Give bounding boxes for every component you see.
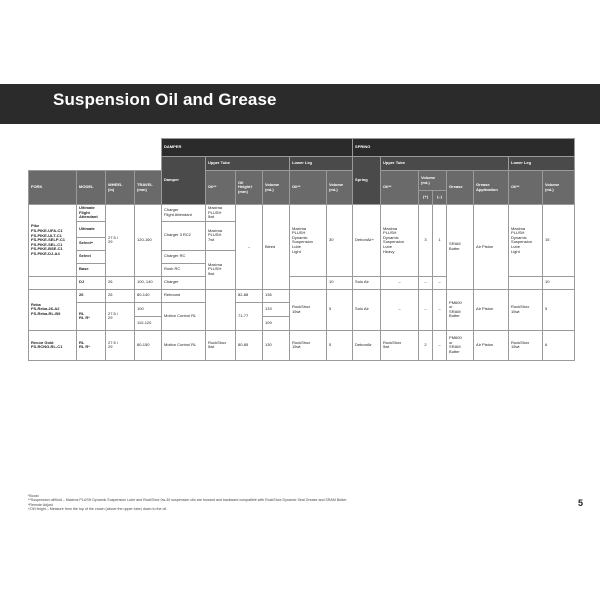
cell-damper: Rush RC bbox=[162, 263, 206, 276]
cell-spring: Solo Air bbox=[353, 276, 381, 289]
header-spacer bbox=[29, 139, 162, 157]
group-damper: DAMPER bbox=[162, 139, 353, 157]
footnote: **Suspension oil/fluid – Maxima PLUSH Dynamic Suspension Lube and RockShox 0w-30 suspension oils are forward and backward compatible with RockShox Dynamic Seal Grease and SRAM Butter. bbox=[28, 498, 348, 503]
cell-oil-upper-blank bbox=[206, 289, 236, 330]
cell-grease: SRAM Butter bbox=[447, 205, 474, 290]
header-spacer bbox=[29, 157, 162, 171]
header-volume-lower: Volume (mL) bbox=[327, 171, 353, 205]
cell-wheel: 26 bbox=[106, 276, 135, 289]
group-spring: SPRING bbox=[353, 139, 575, 157]
cell-damper: Charger RC bbox=[162, 250, 206, 263]
cell-oil-height: 82-88 bbox=[236, 289, 263, 302]
cell-travel: 80-140 bbox=[135, 289, 162, 302]
cell-volume-lower-spring: 5 bbox=[543, 289, 575, 330]
header-wheel: WHEEL (in) bbox=[106, 171, 135, 205]
cell-damper: Rebound bbox=[162, 289, 206, 302]
cell-model: DJ bbox=[77, 276, 106, 289]
cell-travel: 100, 140 bbox=[135, 276, 162, 289]
cell-wheel: 27.5 / 29 bbox=[106, 330, 135, 360]
cell-damper: Motion Control RL bbox=[162, 302, 206, 330]
header-vol-minus: (–) bbox=[433, 191, 447, 205]
cell-oil-upper: Maxima PLUSH 5wt bbox=[206, 250, 236, 289]
footnote: *Boost bbox=[28, 494, 39, 498]
header-oil-lower: Oil** bbox=[290, 171, 327, 205]
subgroup-lower-leg-spring: Lower Leg bbox=[509, 157, 575, 171]
cell-model: Select+ bbox=[77, 237, 106, 250]
cell-vol-plus: – bbox=[419, 289, 433, 330]
page-number: 5 bbox=[578, 498, 584, 508]
cell-volume-upper: 136 bbox=[263, 289, 290, 302]
header-model: MODEL bbox=[77, 171, 106, 205]
cell-grease-application: Air Piston bbox=[474, 205, 509, 290]
header-oil-upper: Oil** bbox=[206, 171, 236, 205]
footnotes bbox=[28, 494, 508, 512]
cell-oil-lower-spring: RockShox 15wt bbox=[509, 330, 543, 360]
cell-model: 26 bbox=[77, 289, 106, 302]
subgroup-lower-leg-damper: Lower Leg bbox=[290, 157, 353, 171]
cell-vol-plus: – bbox=[419, 276, 433, 289]
cell-oil-lower-spring-blank bbox=[509, 276, 543, 289]
cell-vol-minus: – bbox=[433, 276, 447, 289]
header-oil-height: Oil Height† (mm) bbox=[236, 171, 263, 205]
cell-oil-upper: Maxima PLUSH 7wt bbox=[206, 221, 236, 250]
cell-oil-upper: RockShox 5wt bbox=[206, 330, 236, 360]
cell-travel: 120-160 bbox=[135, 205, 162, 277]
cell-spring: DebonAir+ bbox=[353, 205, 381, 277]
page-title: Suspension Oil and Grease bbox=[53, 90, 277, 109]
table-row bbox=[29, 289, 575, 302]
cell-model: Ultimate Flight Attendant bbox=[77, 205, 106, 222]
cell-volume-lower: 5 bbox=[327, 289, 353, 330]
cell-volume-upper: 133 bbox=[263, 302, 290, 316]
header-vol-plus: (+) bbox=[419, 191, 433, 205]
cell-oil-lower: RockShox 15wt bbox=[290, 330, 327, 360]
cell-oil-spring: – bbox=[381, 276, 419, 289]
cell-wheel: 27.5 / 29 bbox=[106, 302, 135, 330]
cell-model: RL RL R* bbox=[77, 330, 106, 360]
cell-model: Ultimate bbox=[77, 221, 106, 237]
cell-fork-reba: Reba FS-Reba-26-A2 FS-Reba-RL-B9 bbox=[29, 289, 77, 330]
cell-model: RL RL R* bbox=[77, 302, 106, 330]
cell-volume-lower: 30 bbox=[327, 205, 353, 277]
cell-oil-lower-spring: Maxima PLUSH Dynamic Suspension Lube Light bbox=[509, 205, 543, 277]
header-oil-lower-spring: Oil** bbox=[509, 171, 543, 205]
cell-oil-lower-blank bbox=[290, 276, 327, 289]
suspension-oil-grease-table bbox=[28, 138, 575, 361]
cell-grease: PM600 or SRAM Butter bbox=[447, 289, 474, 330]
header-grease: Grease bbox=[447, 171, 474, 205]
header-damper: Damper bbox=[162, 157, 206, 205]
cell-travel: 100 bbox=[135, 302, 162, 316]
cell-grease: PM600 or SRAM Butter bbox=[447, 330, 474, 360]
cell-spring: Solo Air bbox=[353, 289, 381, 330]
cell-model: Base bbox=[77, 263, 106, 276]
cell-travel: 110-120 bbox=[135, 316, 162, 330]
table-row bbox=[29, 330, 575, 360]
cell-oil-spring: – bbox=[381, 289, 419, 330]
title-banner bbox=[0, 84, 600, 124]
cell-damper: Charger Flight Attendant bbox=[162, 205, 206, 222]
footnote: *Remote Adjust bbox=[28, 502, 53, 507]
cell-grease-application: Air Piston bbox=[474, 330, 509, 360]
cell-fork-pike-blank bbox=[29, 276, 77, 289]
cell-vol-minus: – bbox=[433, 289, 447, 330]
cell-volume-upper: Bleed bbox=[263, 205, 290, 290]
subgroup-upper-tube-spring: Upper Tube bbox=[381, 157, 509, 171]
cell-oil-spring: RockShox 5wt bbox=[381, 330, 419, 360]
cell-volume-lower-spring: 15 bbox=[543, 205, 575, 277]
cell-vol-plus: 3 bbox=[419, 205, 433, 277]
cell-fork-recon: Recon Gold FS-RCNG-RL-C1 bbox=[29, 330, 77, 360]
cell-vol-plus: 2 bbox=[419, 330, 433, 360]
cell-damper: Charger bbox=[162, 276, 206, 289]
cell-oil-height: 71-77 bbox=[236, 302, 263, 330]
cell-grease-application: Air Piston bbox=[474, 289, 509, 330]
cell-damper: Motion Control RL bbox=[162, 330, 206, 360]
cell-wheel: 27.5 / 29 bbox=[106, 205, 135, 277]
cell-volume-lower: 5 bbox=[327, 330, 353, 360]
cell-oil-lower: RockShox 15wt bbox=[290, 289, 327, 330]
cell-volume-lower-spring: 6 bbox=[543, 330, 575, 360]
cell-volume-lower-spring: 10 bbox=[543, 276, 575, 289]
header-oil-spring: Oil** bbox=[381, 171, 419, 205]
header-volume-spring: Volume (mL) bbox=[419, 171, 447, 191]
table-row bbox=[29, 205, 575, 222]
cell-oil-upper: Maxima PLUSH 5wt bbox=[206, 205, 236, 222]
cell-oil-lower: Maxima PLUSH Dynamic Suspension Lube Light bbox=[290, 205, 327, 277]
cell-vol-minus: 1 bbox=[433, 205, 447, 277]
cell-travel: 80-150 bbox=[135, 330, 162, 360]
cell-volume-upper: 130 bbox=[263, 330, 290, 360]
cell-oil-height: – bbox=[236, 205, 263, 290]
cell-oil-height: 80-85 bbox=[236, 330, 263, 360]
header-grease-application: Grease Application bbox=[474, 171, 509, 205]
cell-model: Select bbox=[77, 250, 106, 263]
cell-spring: DebonAir bbox=[353, 330, 381, 360]
subgroup-upper-tube-damper: Upper Tube bbox=[206, 157, 290, 171]
cell-oil-lower-spring: RockShox 15wt bbox=[509, 289, 543, 330]
cell-fork-pike: Pike FS-PIKE-UFA-C1 FS-PIKE-ULT-C1 FS-PIKE-SELP-C1 FS-PIKE-SEL-C1 FS-PIKE-BSE-C1 FS-PIKE-DJ-A4 bbox=[29, 205, 77, 277]
header-travel: TRAVEL (mm) bbox=[135, 171, 162, 205]
footnote: †Oil Height – Measure from the top of the crown (above the upper tube) down to the oil. bbox=[28, 507, 168, 512]
cell-oil-spring: Maxima PLUSH Dynamic Suspension Lube Heavy bbox=[381, 205, 419, 277]
header-fork: FORK bbox=[29, 171, 77, 205]
cell-damper: Charger 3 RC2 bbox=[162, 221, 206, 250]
header-volume-lower-spring: Volume (mL) bbox=[543, 171, 575, 205]
header-spring: Spring bbox=[353, 157, 381, 205]
cell-wheel: 26 bbox=[106, 289, 135, 302]
header-volume-upper: Volume (mL) bbox=[263, 171, 290, 205]
cell-volume-upper: 109 bbox=[263, 316, 290, 330]
cell-volume-lower: 10 bbox=[327, 276, 353, 289]
cell-vol-minus: – bbox=[433, 330, 447, 360]
